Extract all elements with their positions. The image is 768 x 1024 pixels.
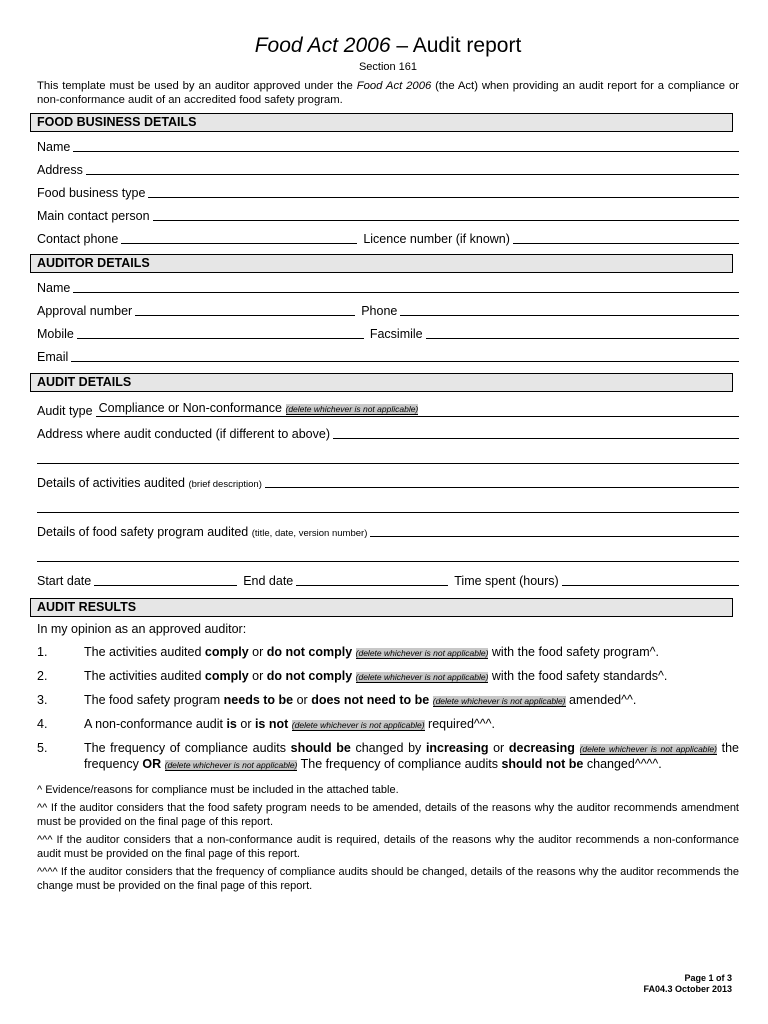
audit-type-hint: (delete whichever is not applicable) <box>285 404 419 414</box>
start-date-field[interactable] <box>94 584 237 586</box>
audit-address-field[interactable] <box>333 437 739 439</box>
business-type-field[interactable] <box>148 196 739 198</box>
contact-phone-field[interactable] <box>121 242 357 244</box>
row-auditor-name: Name <box>37 273 739 296</box>
footnote-3: ^^^ If the auditor considers that a non-conformance audit is required, details of the reasons why the auditor recommends a non-conformance audit must be provided on the final page of this report. <box>37 834 739 860</box>
result-item-3: 3. The food safety program needs to be or does not need to be (delete whichever is not applicable) amended^^. <box>37 693 637 707</box>
footnote-4: ^^^^ If the auditor considers that the frequency of compliance audits should be changed, details of the reasons why the auditor recommends the change must be provided on the final page of this report. <box>37 866 739 892</box>
row-dates: Start date End date Time spent (hours) <box>37 562 739 589</box>
row-contact-person: Main contact person <box>37 201 739 224</box>
row-activities: Details of activities audited (brief description) <box>37 464 739 491</box>
result-item-2: 2. The activities audited comply or do not comply (delete whichever is not applicable) with the food safety standards^. <box>37 669 668 683</box>
row-program: Details of food safety program audited (title, date, version number) <box>37 513 739 540</box>
licence-number-field[interactable] <box>513 242 739 244</box>
row-approval-number: Approval number Phone <box>37 296 739 319</box>
result-item-4: 4. A non-conformance audit is or is not (delete whichever is not applicable) required^^^. <box>37 717 495 731</box>
email-field[interactable] <box>71 360 739 362</box>
row-audit-type: Audit type Compliance or Non-conformance (delete whichever is not applicable) <box>37 392 739 419</box>
contact-person-field[interactable] <box>153 219 739 221</box>
auditor-name-field[interactable] <box>73 291 739 293</box>
auditor-phone-field[interactable] <box>400 314 739 316</box>
program-field[interactable] <box>370 535 739 537</box>
opinion-text: In my opinion as an approved auditor: <box>37 622 247 636</box>
row-email: Email <box>37 342 739 365</box>
section-food-business: FOOD BUSINESS DETAILS <box>30 113 733 132</box>
activities-field[interactable] <box>265 486 739 488</box>
page-title: Food Act 2006 – Audit report <box>254 34 522 57</box>
footnotes <box>37 783 739 893</box>
footnote-2: ^^ If the auditor considers that the food safety program needs to be amended, details of the reasons why the auditor recommends amendment must be provided on the final page of this report. <box>37 802 739 828</box>
mobile-field[interactable] <box>77 337 364 339</box>
row-mobile: Mobile Facsimile <box>37 319 739 342</box>
intro-text: This template must be used by an auditor approved under the Food Act 2006 (the Act) when providing an audit report for a compliance or non-conformance audit of an accredited food safety program. <box>37 80 740 106</box>
section-auditor: AUDITOR DETAILS <box>30 254 733 273</box>
row-business-address: Address <box>37 155 739 178</box>
business-name-field[interactable] <box>73 150 739 152</box>
page-footer <box>643 973 732 995</box>
row-business-name: Name <box>37 132 739 155</box>
footnote-1: ^ Evidence/reasons for compliance must be included in the attached table. <box>37 784 399 796</box>
approval-number-field[interactable] <box>135 314 355 316</box>
business-address-field[interactable] <box>86 173 739 175</box>
row-audit-address: Address where audit conducted (if different to above) <box>37 419 739 442</box>
page-number: Page 1 of 3 <box>684 973 732 983</box>
form-code: FA04.3 October 2013 <box>643 984 732 994</box>
audit-type-field[interactable]: Compliance or Non-conformance (delete whichever is not applicable) <box>96 401 739 417</box>
facsimile-field[interactable] <box>426 337 739 339</box>
result-item-1: 1. The activities audited comply or do not comply (delete whichever is not applicable) with the food safety program^. <box>37 645 659 659</box>
result-item-5: 5. The frequency of compliance audits should be changed by increasing or decreasing (delete whichever is not applicable) the frequency OR (delete whichever is not applicable) The frequency of compliance audits should not be changed^^^^. <box>37 741 739 771</box>
row-business-type: Food business type <box>37 178 739 201</box>
row-contact-phone: Contact phone Licence number (if known) <box>37 224 739 247</box>
end-date-field[interactable] <box>296 584 448 586</box>
section-audit-results: AUDIT RESULTS <box>30 598 733 617</box>
section-audit-details: AUDIT DETAILS <box>30 373 733 392</box>
audit-report-page <box>37 0 739 893</box>
time-spent-field[interactable] <box>562 584 739 586</box>
section-reference: Section 161 <box>358 61 418 73</box>
